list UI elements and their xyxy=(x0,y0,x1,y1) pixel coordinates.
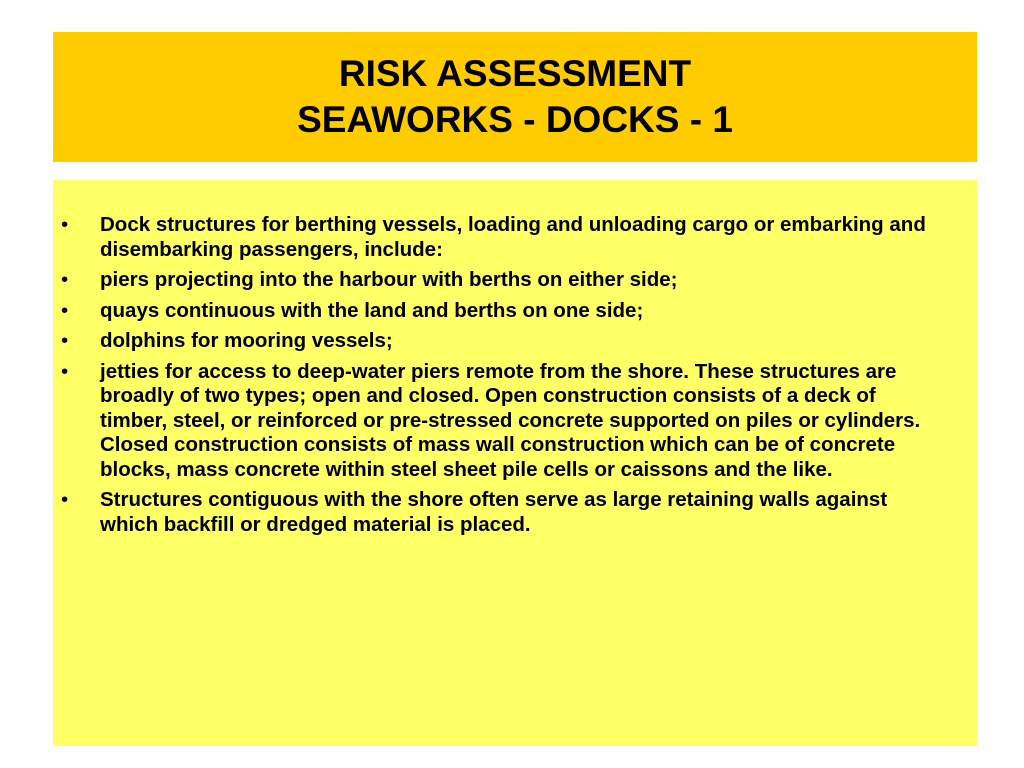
bullet-text: quays continuous with the land and berths on one side; xyxy=(100,298,644,322)
bullet-icon: • xyxy=(61,268,69,291)
bullet-item xyxy=(61,488,947,537)
title-line-2: SEAWORKS - DOCKS - 1 xyxy=(297,99,733,140)
bullet-icon: • xyxy=(61,298,69,322)
bullet-item xyxy=(61,329,947,354)
bullet-text: Dock structures for berthing vessels, loading and unloading cargo or embarking and disembarking passengers, include: xyxy=(100,213,926,261)
bullet-icon: • xyxy=(61,488,69,511)
bullet-text: jetties for access to deep-water piers remote from the shore. These structures are broadly of two types; open and closed. Open construction consists of a deck of timber, steel, or reinforced or pre-stressed concrete supported on piles or cylinders. Closed construction consists of mass wall construction which can be of concrete blocks, mass concrete within steel sheet pile cells or caissons and the like. xyxy=(100,359,921,481)
bullet-text: piers projecting into the harbour with berths on either side; xyxy=(100,268,678,291)
bullet-item xyxy=(61,213,947,262)
bullet-text: Structures contiguous with the shore often serve as large retaining walls against which backfill or dredged material is placed. xyxy=(100,488,888,536)
bullet-item xyxy=(61,299,947,324)
bullet-icon: • xyxy=(61,213,69,236)
bullet-list xyxy=(61,213,947,537)
content-panel xyxy=(53,180,977,746)
title-line-1: RISK ASSESSMENT xyxy=(338,53,692,94)
bullet-icon: • xyxy=(61,329,69,352)
bullet-item xyxy=(61,268,947,293)
title-banner xyxy=(53,32,977,162)
bullet-text: dolphins for mooring vessels; xyxy=(100,329,393,352)
bullet-item xyxy=(61,360,947,483)
bullet-icon: • xyxy=(61,359,69,383)
